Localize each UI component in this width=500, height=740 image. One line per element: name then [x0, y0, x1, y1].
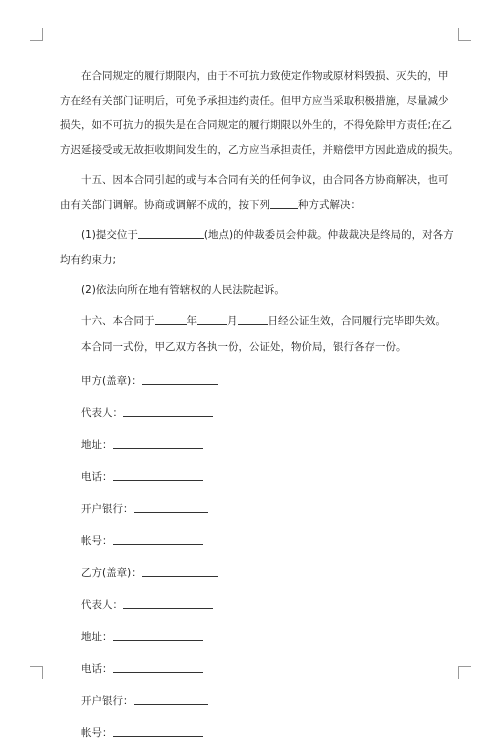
party-a-phone-blank[interactable] — [113, 469, 203, 481]
clause-line: 方在经有关部门证明后，可免予承担违约责任。但甲方应当采取积极措施，尽量减少 — [60, 94, 449, 107]
clause-line: 十五、因本合同引起的或与本合同有关的任何争议，由合同各方协商解决，也可 — [81, 174, 449, 186]
party-a-rep-blank[interactable] — [123, 405, 213, 417]
clause-text: 由有关部门调解。协商或调解不成的，按下列 — [60, 198, 270, 211]
day-blank[interactable] — [238, 313, 268, 325]
party-a-phone-row — [81, 469, 203, 484]
month-blank[interactable] — [197, 313, 227, 325]
party-b-account-blank[interactable] — [113, 725, 203, 737]
party-a-account-blank[interactable] — [113, 533, 203, 545]
party-b-bank-blank[interactable] — [134, 693, 208, 705]
party-a-bank-row — [81, 501, 208, 516]
clause-line: 均有约束力; — [60, 253, 117, 266]
clause-text: 日经公证生效，合同履行完毕即失效。 — [267, 314, 446, 327]
clause-text: 十六、本合同于 — [81, 314, 155, 327]
party-b-bank-row — [81, 693, 208, 708]
party-a-account-row — [81, 533, 203, 548]
party-b-address-row — [81, 629, 203, 644]
crop-mark-bottom-left — [30, 666, 43, 679]
year-blank[interactable] — [155, 313, 187, 325]
field-label: 帐号： — [81, 726, 113, 739]
party-b-name-blank[interactable] — [142, 565, 218, 577]
party-a-address-blank[interactable] — [113, 437, 203, 449]
clause-line — [60, 193, 440, 218]
signature-block — [60, 360, 440, 739]
party-b-address-blank[interactable] — [113, 629, 203, 641]
contract-page — [60, 64, 459, 739]
field-label: 代表人： — [81, 406, 123, 419]
party-b-account-row — [81, 725, 203, 740]
party-a-name-row — [81, 373, 218, 388]
crop-mark-top-right — [458, 28, 471, 41]
party-a-name-blank[interactable] — [142, 373, 218, 385]
month-label: 月 — [227, 314, 238, 327]
field-label: 帐号： — [81, 534, 113, 547]
clause-line: 损失，如不可抗力的损失是在合同规定的履行期限以外生的，不得免除甲方责任;在乙 — [60, 119, 453, 131]
party-b-phone-blank[interactable] — [113, 661, 203, 673]
clause-effective-date — [60, 309, 446, 334]
party-b-name-row — [81, 565, 218, 580]
clause-force-majeure — [60, 64, 459, 162]
party-b-phone-row — [81, 661, 203, 676]
year-label: 年 — [186, 314, 197, 327]
field-label: 地址： — [81, 438, 113, 451]
clause-line: 在合同规定的履行期限内，由于不可抗力致使定作物或原材料毁损、灭失的，甲 — [81, 70, 449, 82]
party-b-rep-blank[interactable] — [123, 597, 213, 609]
field-label: 甲方(盖章)： — [81, 374, 142, 387]
field-label: 电话： — [81, 470, 113, 483]
party-a-rep-row — [81, 405, 213, 420]
crop-mark-bottom-right — [458, 666, 471, 679]
copies-clause: 本合同一式份，甲乙双方各执一份，公证处，物价局，银行各存一份。 — [81, 341, 407, 353]
field-label: 开户银行： — [81, 694, 134, 707]
option-text: (1)提交位于 — [81, 229, 138, 241]
clause-text: 种方式解决： — [298, 198, 361, 211]
resolution-method-blank[interactable] — [270, 197, 298, 209]
field-label: 开户银行： — [81, 502, 134, 515]
clause-dispute — [60, 168, 454, 303]
party-b-rep-row — [81, 597, 213, 612]
clause-line: (2)依法向所在地有管辖权的人民法院起诉。 — [81, 284, 285, 296]
field-label: 地址： — [81, 630, 113, 643]
crop-mark-top-left — [30, 28, 43, 41]
field-label: 代表人： — [81, 598, 123, 611]
party-a-address-row — [81, 437, 203, 452]
clause-line — [60, 223, 454, 248]
option-text: (地点)的仲裁委员会仲裁。仲裁裁决是终局的，对各方 — [203, 229, 454, 241]
party-a-bank-blank[interactable] — [134, 501, 208, 513]
arbitration-location-blank[interactable] — [138, 227, 204, 239]
clause-line: 方迟延接受或无故拒收期间发生的，乙方应当承担责任，并赔偿甲方因此造成的损失。 — [60, 143, 459, 156]
field-label: 电话： — [81, 662, 113, 675]
field-label: 乙方(盖章)： — [81, 566, 142, 579]
